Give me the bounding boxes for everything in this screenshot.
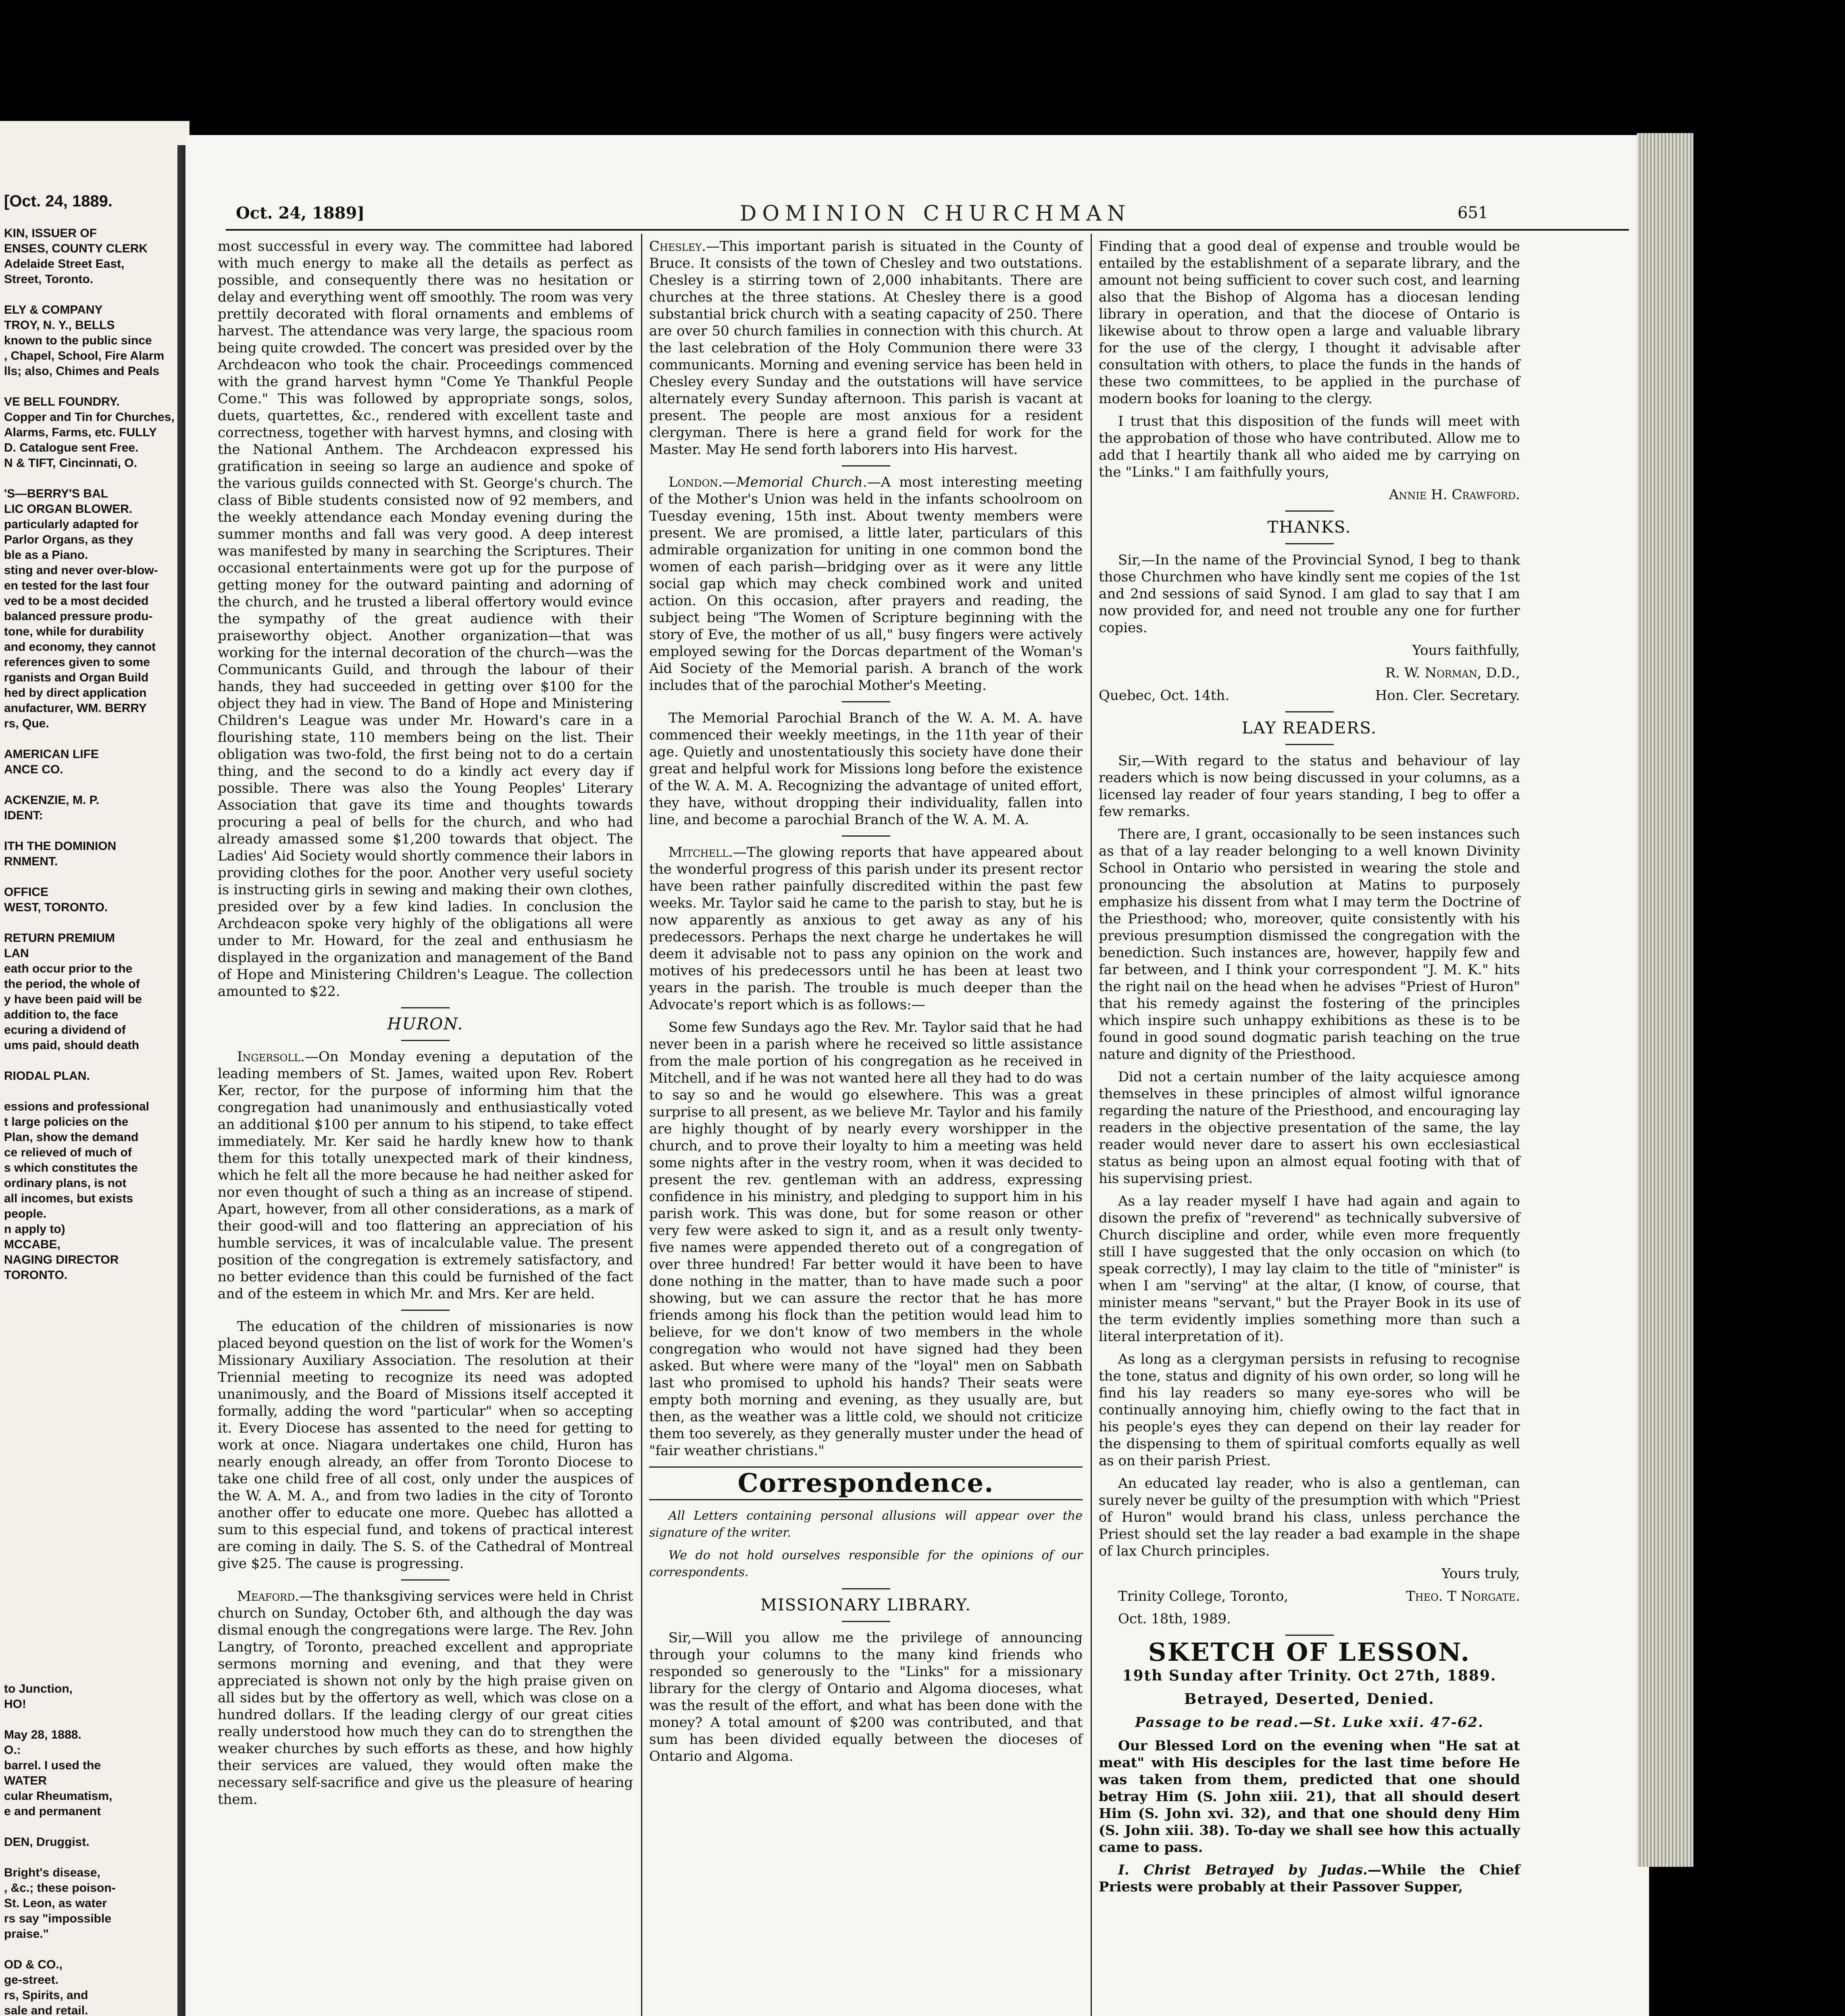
left-page-line [4,379,185,394]
left-page-line [4,1819,185,1835]
left-page-line: addition to, the face [4,1008,119,1021]
divider [649,1466,1083,1468]
left-page-line: St. Leon, as water [4,1897,107,1910]
signature-norman: R. W. Norman, D.D., [1385,665,1520,681]
left-page-line [4,731,185,747]
left-page-line: NAGING DIRECTOR [4,1253,119,1266]
column-divider-2 [1091,234,1092,2016]
correspondence-note-1: All Letters containing personal allusions will appear over the signature of the writer. [649,1509,1083,1540]
left-page-line: OD & CO., [4,1958,63,1971]
left-page-line: , Chapel, School, Fire Alarm [4,349,165,362]
sketch-subheading-2: Betrayed, Deserted, Denied. [1184,1691,1435,1708]
meaford-lead: Meaford. [237,1588,300,1604]
left-page-line: , &c.; these poison- [4,1881,116,1895]
col1-paragraph-meaford [218,1588,633,1808]
column-3 [1099,238,1520,1901]
left-page-line: ordinary plans, is not [4,1177,127,1190]
col2-paragraph-mitchell [649,844,1083,1013]
col2-paragraph-chesley [649,238,1083,458]
col1-paragraph-1: most successful in every way. The committee had labored with much energy to make all the details as perfect as possible, and consequently there was no hesitation or delay and everything went off smoothly. The room was very prettily decorated with floral ornaments and emblems of harvest. The attendance was very large, the spacious room being quite crowded. The concert was presided over by the Archdeacon who took the chair. Proceedings commenced with the grand harvest hymn "Come Ye Thankful People Come." This was followed by appropriate songs, solos, duets, quartettes, &c., rendered with excellent taste and correctness, together with harvest hymns, and closing with the National Anthem. The Archdeacon expressed his gratification in seeing so large an audience and spoke of the various guilds connected with St. George's church. The class of Bible students consisted now of 92 members, and the weekly attendance each Monday evening during the summer months and fall was very good. A deep interest was manifested by many in searching the Scriptures. Their occasional entertainments were got up for the purpose of getting money for the outward painting and adorning of the church, and he trusted a liberal offertory would evince the sympathy of the great audience with their praiseworthy object. Another organization—that was working for the internal decoration of the church—was the Communicants Guild, and through the labour of their hands, they had succeeded in getting over $100 for the object they had in view. The Band of Hope and Ministering Children's League was under Mr. Howard's care in a flourishing state, 110 members being on the list. Their obligation was two-fold, the first being not to do a certain thing, and the second to do a kindly act every day if possible. There was also the Young Peoples' Literary Association that gave its time and thoughts towards procuring a peal of bells for the church, and who had already amassed some $1,200 towards that object. The Ladies' Aid Society would shortly commence their labors in providing clothes for the poor. Another very useful society is instructing girls in sewing and making their own clothes, presided over by a few kind ladies. In conclusion the Archdeacon spoke very highly of the obligations all were under to Mr. Howard, for the zeal and enthusiasm he displayed in the organization and management of the Band of Hope and Ministering Children's League. The collection amounted to $22. [218,238,633,1000]
left-page-line: to Junction, [4,1682,73,1695]
london-lead: London. [668,474,723,490]
left-page-line: hed by direct application [4,686,147,700]
col3-paragraph-1: Finding that a good deal of expense and trouble would be entailed by the establishment of a separate library, and the amount not being sufficient to cover such cost, and learning also that the Bishop of Algoma has a diocesan lending library in operation, and that the diocese of Ontario is likewise about to throw open a large and valuable library for the use of the clergy, I thought it advisable after consultation with others, to place the funds in the hands of these two committees, to be applied in the purchase of modern books for loaning to the clergy. [1099,238,1520,407]
left-page-line: ble as a Piano. [4,548,88,562]
left-page-line: ums paid, should death [4,1039,140,1052]
divider [842,701,890,702]
left-page-line: ENSES, COUNTY CLERK [4,242,148,255]
sketch-subheading: 19th Sunday after Trinity. Oct 27th, 1889. [1122,1667,1497,1684]
missionary-library-heading: MISSIONARY LIBRARY. [760,1596,971,1614]
column-divider-1 [641,234,642,2016]
signature-place: Quebec, Oct. 14th. [1099,687,1230,704]
left-page-line: s which constitutes the [4,1161,138,1175]
divider [649,1499,1083,1500]
left-page-line: references given to some [4,656,150,669]
left-page-line: rs, Spirits, and [4,1989,88,2002]
left-page-fragment [0,121,189,2016]
correspondence-note-2: We do not hold ourselves responsible for the opinions of our correspondents. [649,1548,1083,1579]
column-2 [649,238,1083,1770]
left-page-line: t large policies on the [4,1115,129,1129]
left-page-line: TROY, N. Y., BELLS [4,319,115,332]
divider [401,1310,450,1311]
left-page-line: en tested for the last four [4,579,150,592]
left-page-line: Adelaide Street East, [4,257,125,271]
col3-paragraph-lesson: Our Blessed Lord on the evening when "He sat at meat" with His desciples for the last time before He was taken from them, predicted that one should betray Him (S. John xiii. 21), that all should desert Him (S. John xvi. 32), and that one should deny Him (S. John xiii. 38). To-day we shall see how this actually came to pass. [1099,1738,1520,1856]
left-page-line: ELY & COMPANY [4,303,103,317]
left-page-line: WEST, TORONTO. [4,901,108,914]
thanks-heading: THANKS. [1267,518,1351,537]
left-page-line: ACKENZIE, M. P. [4,793,100,807]
signature-norman-row [1099,687,1520,704]
chesley-text: —This important parish is situated in the County of Bruce. It consists of the town of Chesley and two outstations. Chesley is a stirring town of 2,000 inhabitants. There are churches at the three stations. At Chesley there is a good substantial brick church with a seating capacity of 250. There are over 50 church families in connection with this church. At the last celebration of the Holy Communion there were 33 communicants. Morning and evening service has been held in Chesley every Sunday and the outstations will have service alternately every Sunday afternoon. This parish is vacant at present. The people are most anxious for a resident clergyman. There is here a grand field for work for the Master. May He send forth laborers into His harvest. [649,238,1083,458]
left-page-line: balanced pressure produ- [4,610,153,623]
signature-place: Trinity College, Toronto, [1118,1588,1289,1604]
left-page-line: rs, Que. [4,717,49,730]
signature-crawford: Annie H. Crawford. [1389,487,1520,503]
london-sub: Memorial Church. [736,474,867,490]
mitchell-text: —The glowing reports that have appeared about the wonderful progress of this parish under its present rector have been rather painfully discredited within the past few weeks. Mr. Taylor said he came to the parish to stay, but he is now apparently as anxious to get away as any of his predecessors. Perhaps the next charge he undertakes he will deem it advisable not to pass any opinion on the work and motives of his predecessors until he has been at least two years in the parish. The trouble is much deeper than the Advocate's report which is as follows:— [649,844,1083,1013]
left-page-line: tone, while for durability [4,625,144,638]
divider [1285,744,1334,745]
left-page-ads-bottom [4,1681,185,2016]
lesson-point-lead: I. Christ Betrayed by Judas. [1118,1862,1368,1878]
divider [401,1040,450,1041]
page-number: 651 [1458,204,1489,222]
left-page-line: essions and professional [4,1100,150,1113]
left-page-line: DEN, Druggist. [4,1835,90,1849]
left-page-line: ce relieved of much of [4,1146,132,1159]
signature-line: Yours faithfully, [1412,642,1520,658]
left-page-line: 'S—BERRY'S BAL [4,487,108,500]
column-1 [218,238,633,1814]
col2-paragraph-mitchell-2: Some few Sundays ago the Rev. Mr. Taylor said that he had never been in a parish where he received so little assistance from the male portion of his congregation as he received in Mitchell, and if he was not wanted here all they had to do was to say so and he would go elsewhere. This was a great surprise to all present, as we believe Mr. Taylor and his family are highly thought of by nearly every worshipper in the church, and to prove their loyalty to him a meeting was held some nights after in the vestry room, when it was decided to present the rev. gentleman with an address, expressing confidence in his ministry, and pledging to support him in his parish work. This was done, but for some reason or other very few were asked to sign it, and as a result only twenty-five names were appended thereto out of a congregation of over three hundred! Far better would it have been to have done nothing in the matter, than to have made such a poor showing, but we can assure the rector that he has more friends among his flock than the petition would lead him to believe, for we don't know of two members in the whole congregation who would not have signed had they been asked. But where were many of the "loyal" men on Sabbath last who promised to uphold his hands? Their seats were empty both morning and evening, as they usually are, but then, as the weather was a little cold, we should not criticize them too severely, as they generally muster under the head of "fair weather christians." [649,1019,1083,1459]
left-page-line [4,823,185,839]
col3-paragraph-lay-6: An educated lay reader, who is also a gentleman, can surely never be guilty of the presumption with which "Priest of Huron" would brand his class, unless perchance the Priest should set the lay reader a bad example in the shape of lax Church principles. [1099,1475,1520,1559]
divider [1285,1635,1334,1636]
col1-paragraph-ingersoll [218,1048,633,1302]
left-page-line: Bright's disease, [4,1866,100,1879]
signature-norgate: Theo. T Norgate. [1406,1588,1520,1604]
left-page-line: eath occur prior to the [4,962,133,975]
ingersoll-text: —On Monday evening a deputation of the leading members of St. James, waited upon Rev. Robert Ker, rector, for the purpose of informing him that the congregation had unanimously and enthusiastically voted an additional $100 per annum to his stipend, to take effect immediately. Mr. Ker said he hardly knew how to thank them for this totally unexpected mark of their kindness, which he felt all the more because he had neither asked for nor even thought of such a thing as an increase of stipend. Apart, however, from all other considerations, as a mark of their good-will and too flattering an appreciation of his humble services, it was of incalculable value. The present position of the congregation is extremely satisfactory, and no better evidence than this could be furnished of the fact and of the esteem in which Mr. and Mrs. Ker are held. [218,1049,633,1302]
left-page-line: LAN [4,947,29,960]
col3-paragraph-lesson-2 [1099,1862,1520,1895]
col3-paragraph-2: I trust that this disposition of the funds will meet with the approbation of those who have contributed. Allow me to add that I heartily thank all who aided me by carrying on the "Links." I am faithfully yours, [1099,413,1520,480]
divider [1285,711,1334,712]
left-page-line: Parlor Organs, as they [4,533,133,546]
divider [842,1621,890,1622]
divider [401,1007,450,1008]
col2-paragraph-branch: The Memorial Parochial Branch of the W. A. M. A. have commenced their weekly meetings, in the 11th year of their age. Quietly and unostentatiously this society have done their great and helpful work for Missions long before the existence of the W. A. M. A. Recognizing the advantage of united effort, they have, without dropping their individuality, fallen into line, and become a parochial Branch of the W. A. M. A. [649,710,1083,828]
col2-paragraph-london: London.—Memorial Church.—A most interesting meeting of the Mother's Union was held in the infants schoolroom on Tuesday evening, 15th inst. About twenty members were present. We are promised, a little later, particulars of this admirable organization for uniting in one common bond the women of each parish—bridging over as it were any little social gap which may check combined work and united action. On this occasion, after prayers and reading, the subject being "The Women of Scripture beginning with the story of Eve, the mother of us all," busy fingers were actively employed sewing for the Dorcas department of the Woman's Aid Society of the Memorial parish. A branch of the work includes that of the parochial Mother's Meeting. [649,474,1083,694]
left-page-line: RETURN PREMIUM [4,931,115,945]
left-page-line [4,915,185,931]
divider [401,1579,450,1581]
left-page-ads-top [4,226,185,1283]
left-page-line: Plan, show the demand [4,1131,139,1144]
left-page-line: lls; also, Chimes and Peals [4,364,160,378]
left-page-line: ecuring a dividend of [4,1023,126,1037]
left-page-line: people. [4,1207,47,1220]
left-page-line: May 28, 1888. [4,1728,81,1741]
left-page-line: sale and retail. [4,2004,88,2016]
left-page-line [4,1850,185,1865]
left-page-line [4,1084,185,1099]
header-rule [226,229,1629,231]
left-page-line: ANCE CO. [4,763,63,776]
masthead-title: DOMINION CHURCHMAN [739,202,1131,226]
left-page-line: OFFICE [4,885,48,899]
meaford-text: —The thanksgiving services were held in Christ church on Sunday, October 6th, and although the day was dismal enough the congregations were large. The Rev. John Langtry, of Toronto, preached excellent and appropriate sermons morning and evening, and that they were appreciated is shown not only by the high praise given on all sides but by the offertory as well, which was close on a hundred dollars. If the leading clergy of our great cities really understood how much they can do to strengthen the weaker churches by such efforts as these, and how highly their services are valued, they would often make the necessary self-sacrifice and give us the pleasure of hearing them. [218,1588,633,1808]
divider [842,1588,890,1589]
col3-paragraph-lay-3: Did not a certain number of the laity acquiesce among themselves in these principles of almost wilful ignorance regarding the nature of the Priesthood, and encouraging lay readers in the objective presentation of the same, the lay reader would never dare to assert his own ecclesiastical status as being upon an almost equal footing with that of his supervising priest. [1099,1069,1520,1187]
left-page-line: Street, Toronto. [4,273,94,286]
lesson-point-text: —While the Chief Priests were probably at their Passover Supper, [1099,1862,1520,1895]
left-page-line [4,471,185,486]
left-page-line: cular Rheumatism, [4,1789,112,1803]
left-page-line: Alarms, Farms, etc. FULLY [4,426,157,439]
signature-date: Oct. 18th, 1989. [1118,1611,1231,1627]
signature-norgate-row [1099,1588,1520,1605]
left-page-line [4,1942,185,1957]
london-text: —A most interesting meeting of the Mother's Union was held in the infants schoolroom on Tuesday evening, 15th inst. About twenty members were present. We are promised, a little later, particulars of this admirable organization for uniting in one common bond the women of each parish—bridging over as it were any little social gap which may check combined work and united action. On this occasion, after prayers and reading, the subject being "The Women of Scripture beginning with the story of Eve, the mother of us all," busy fingers were actively employed sewing for the Dorcas department of the Woman's Aid Society of the Memorial parish. A branch of the work includes that of the parochial Mother's Meeting. [649,474,1083,694]
left-page-line [4,1712,185,1727]
left-page-line: e and permanent [4,1805,101,1818]
left-page-line: ITH THE DOMINION [4,839,117,853]
left-page-line: D. Catalogue sent Free. [4,441,139,454]
page-edges [1637,133,1693,1867]
col3-paragraph-thanks: Sir,—In the name of the Provincial Synod, I beg to thank those Churchmen who have kindly sent me copies of the 1st and 2nd sessions of said Synod. I am glad to say that I am now provided for, and need not trouble any one for further copies. [1099,552,1520,636]
divider [1285,510,1334,512]
signature-role: Hon. Cler. Secretary. [1375,687,1520,704]
left-page-line: praise." [4,1927,49,1941]
left-page-date: [Oct. 24, 1889. [4,192,113,210]
left-page-line: KIN, ISSUER OF [4,227,97,240]
col2-paragraph-library: Sir,—Will you allow me the privilege of announcing through your columns to the many kind friends who responded so generously to the "Links" for a missionary library for the clergy of Ontario and Algoma dioceses, what was the result of the effort, and what has been done with the money? A total amount of $200 was contributed, and that sum has been divided equally between the dioceses of Ontario and Algoma. [649,1630,1083,1764]
divider [842,835,890,837]
left-page-line: ge-street. [4,1973,59,1987]
left-page-line: rs say "impossible [4,1912,112,1925]
left-page-line: barrel. I used the [4,1759,101,1772]
header-date: Oct. 24, 1889] [236,204,365,223]
left-page-line: the period, the whole of [4,977,140,991]
left-page-line: known to the public since [4,334,152,347]
left-page-line: ved to be a most decided [4,594,149,608]
sketch-of-lesson-heading: SKETCH OF LESSON. [1148,1637,1471,1667]
left-page-line: n apply to) [4,1223,65,1236]
chesley-lead: Chesley. [649,238,706,254]
col3-paragraph-lay-1: Sir,—With regard to the status and behaviour of lay readers which is now being discussed in your columns, as a licensed lay reader of four years standing, I beg to offer a few remarks. [1099,753,1520,820]
left-page-line [4,287,185,302]
left-page-line: anufacturer, WM. BERRY [4,702,147,715]
left-page-line: y have been paid will be [4,993,142,1006]
huron-heading: HURON. [387,1015,464,1033]
left-page-line: RNMENT. [4,855,58,868]
col3-paragraph-lay-5: As long as a clergyman persists in refusing to recognise the tone, status and dignity of his own order, so long will he find his lay readers so many eye-sores who will be continually annoying him, chiefly owing to the fact that in his people's eyes they can depend on their lay reader for the dispensing to them of spiritual comforts equally as well as on their parish Priest. [1099,1351,1520,1469]
left-page-line: AMERICAN LIFE [4,748,99,761]
left-page-line: HO! [4,1697,26,1711]
left-page-line [4,777,185,793]
lay-readers-heading: LAY READERS. [1241,719,1377,737]
left-page-line: RIODAL PLAN. [4,1069,90,1083]
left-page-line: VE BELL FOUNDRY. [4,395,120,408]
left-page-line: sting and never over-blow- [4,564,158,577]
left-page-line: MCCABE, [4,1238,60,1251]
divider [1285,543,1334,544]
left-page-line: particularly adapted for [4,518,139,531]
mitchell-lead: Mitchell. [668,844,733,860]
left-page-line: N & TIFT, Cincinnati, O. [4,456,137,470]
left-page-line: Copper and Tin for Churches, [4,410,175,424]
left-page-line [4,869,185,885]
left-page-line: rganists and Organ Build [4,671,149,684]
left-page-line: IDENT: [4,809,43,822]
left-page-line: O.: [4,1743,21,1757]
sketch-passage: Passage to be read.—St. Luke xxii. 47-62. [1135,1714,1484,1731]
col3-paragraph-lay-4: As a lay reader myself I have had again and again to disown the prefix of "reverend" as technically subversive of Church discipline and order, while even more frequently still I have suggested that the only occasion on which (to speak correctly), I may lay claim to the title of "minister" is when I am "serving" at the altar, (I know, of course, that minister means "servant," but the Prayer Book in its use of the term evidently implies something more than such a literal interpretation of it). [1099,1193,1520,1345]
ingersoll-lead: Ingersoll. [237,1049,305,1065]
left-page-line: WATER [4,1774,47,1787]
correspondence-heading: Correspondence. [737,1468,994,1498]
col3-paragraph-lay-2: There are, I grant, occasionally to be seen instances such as that of a lay reader belonging to a well known Divinity School in Ontario who persisted in wearing the stole and pronouncing the absolution at Matins to purposely emphasize his dissent from what I may term the Doctrine of the Priesthood; who, moreover, quite consistently with his previous presumption dismissed the congregation with the benediction. Such instances are, however, happily few and far between, and I think your correspondent "J. M. K." hits the right nail on the head when he advises "Priest of Huron" that his remedy against the fostering of the principles which inspire such unhappy exhibitions as these is to be found in good sound dogmatic parish teaching on the true nature and dignity of the Priesthood. [1099,826,1520,1062]
left-page-line: LIC ORGAN BLOWER. [4,502,133,516]
left-page-line: TORONTO. [4,1268,68,1282]
left-page-line: all incomes, but exists [4,1192,133,1205]
signature-line: Yours truly, [1441,1566,1520,1582]
left-page-line [4,1053,185,1068]
divider [842,465,890,467]
col1-paragraph-education: The education of the children of missionaries is now placed beyond question on the list of work for the Women's Missionary Auxiliary Association. The resolution at their Triennial meeting to recognize its need was adopted unanimously, and the Board of Missions itself accepted it formally, adding the word "particular" when so accepting it. Every Diocese has assented to the need for getting to work at once. Niagara undertakes one child, Huron has nearly enough already, an offer from Toronto Diocese to take one child free of all cost, only under the auspices of the W. A. M. A., and from two ladies in the city of Toronto another offer to educate one more. Quebec has allotted a sum to this especial fund, and tokens of practical interest are coming in daily. The S. S. of the Cathedral of Montreal give $25. The cause is progressing. [218,1318,633,1572]
left-page-line: and economy, they cannot [4,640,156,654]
